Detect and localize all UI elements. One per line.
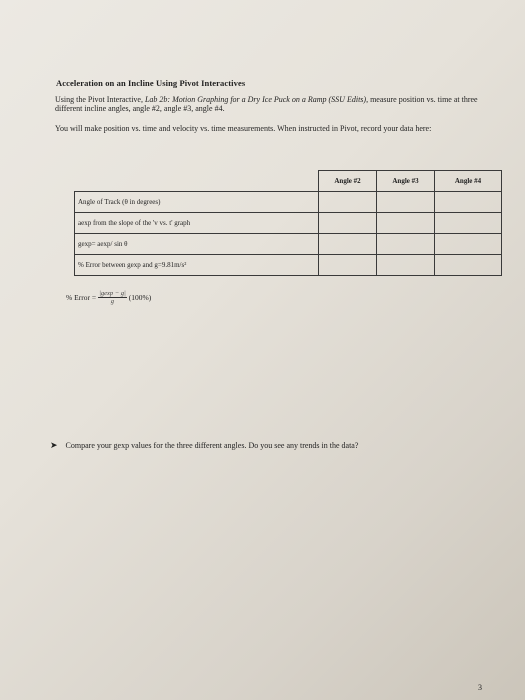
data-cell[interactable] <box>377 233 435 254</box>
intro-text <box>55 95 485 113</box>
data-cell[interactable] <box>377 254 435 275</box>
table-row <box>75 233 502 254</box>
formula-denominator: g <box>110 298 115 305</box>
arrow-bullet-icon: ➤ <box>50 440 58 450</box>
data-cell[interactable] <box>435 191 502 212</box>
data-cell[interactable] <box>435 233 502 254</box>
header-angle-4: Angle #4 <box>435 171 502 192</box>
instructions-text: You will make position vs. time and velocity vs. time measurements. When instructed in Pivot, record your data here: <box>55 124 432 133</box>
question-text: Compare your gexp values for the three different angles. Do you see any trends in the data? <box>65 441 359 450</box>
row-label: Angle of Track (θ in degrees) <box>75 191 319 212</box>
percent-error-formula <box>66 290 151 305</box>
data-cell[interactable] <box>435 212 502 233</box>
data-cell[interactable] <box>319 212 377 233</box>
formula-fraction <box>98 290 127 305</box>
table-header-row <box>75 171 502 192</box>
data-cell[interactable] <box>319 191 377 212</box>
table-row <box>75 212 502 233</box>
page-number: 3 <box>478 683 482 692</box>
formula-numerator: |gexp − g| <box>99 290 126 297</box>
intro-suffix: , measure position vs. time at three different incline angles, angle #2, angle #3, angle #4. <box>55 95 478 113</box>
data-cell[interactable] <box>377 212 435 233</box>
lab-name: Lab 2b: Motion Graphing for a Dry Ice Puck on a Ramp (SSU Edits) <box>144 95 367 104</box>
page-title: Acceleration on an Incline Using Pivot Interactives <box>56 78 246 88</box>
row-label: aexp from the slope of the 'v vs. t' graph <box>75 212 319 233</box>
question <box>50 440 358 451</box>
header-angle-2: Angle #2 <box>319 171 377 192</box>
row-label: gexp= aexp/ sin θ <box>75 233 319 254</box>
data-cell[interactable] <box>435 254 502 275</box>
formula-suffix: (100%) <box>128 293 152 302</box>
data-cell[interactable] <box>319 254 377 275</box>
formula-lhs: % Error = <box>66 293 97 302</box>
table-corner <box>75 171 319 192</box>
table-row <box>75 191 502 212</box>
data-table <box>74 170 502 276</box>
row-label: % Error between gexp and g=9.81m/s² <box>75 254 319 275</box>
data-cell[interactable] <box>319 233 377 254</box>
table-row <box>75 254 502 275</box>
intro-prefix: Using the Pivot Interactive, <box>55 95 145 104</box>
data-cell[interactable] <box>377 191 435 212</box>
header-angle-3: Angle #3 <box>377 171 435 192</box>
